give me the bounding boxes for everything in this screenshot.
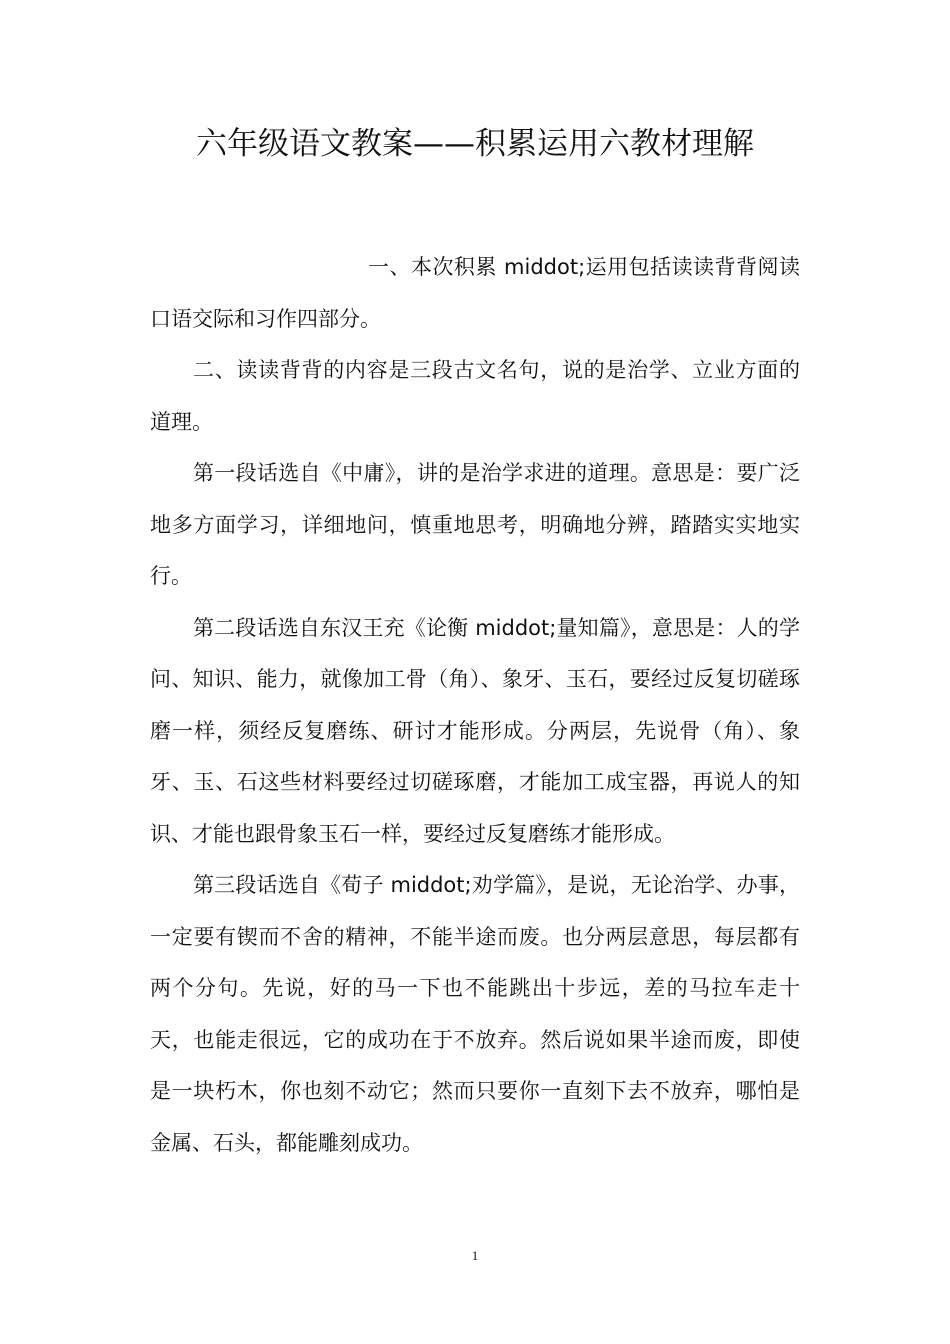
paragraph-5: 第三段话选自《荀子 middot;劝学篇》，是说，无论治学、办事，一定要有锲而不舍的精神，不能半途而废。也分两层意思，每层都有两个分句。先说，好的马一下也不能跳出十步远，差的马拉车走十天，也能走很远，它的成功在于不放弃。然后说如果半途而废，即使是一块朽木，你也刻不动它；然而只要你一直刻下去不放弃，哪怕是金属、石头，都能雕刻成功。 bbox=[150, 873, 800, 1155]
page-number: 1 bbox=[471, 1248, 479, 1263]
paragraph-4: 第二段话选自东汉王充《论衡 middot;量知篇》，意思是：人的学问、知识、能力，就像加工骨（角）、象牙、玉石，要经过反复切磋琢磨一样，须经反复磨练、研讨才能形成。分两层，先说骨（角）、象牙、玉、石这些材料要经过切磋琢磨，才能加工成宝器，再说人的知识、才能也跟骨象玉石一样，要经过反复磨练才能形成。 bbox=[150, 615, 800, 846]
paragraph-1: 一、本次积累 middot;运用包括读读背背阅读口语交际和习作四部分。 bbox=[150, 255, 800, 331]
paragraph-2: 二、读读背背的内容是三段古文名句，说的是治学、立业方面的道理。 bbox=[150, 358, 800, 434]
document-body bbox=[150, 242, 800, 1169]
document-title: 六年级语文教案——积累运用六教材理解 bbox=[196, 126, 754, 162]
paragraph-3: 第一段话选自《中庸》，讲的是治学求进的道理。意思是：要广泛地多方面学习，详细地问，慎重地思考，明确地分辨，踏踏实实地实行。 bbox=[150, 461, 800, 588]
